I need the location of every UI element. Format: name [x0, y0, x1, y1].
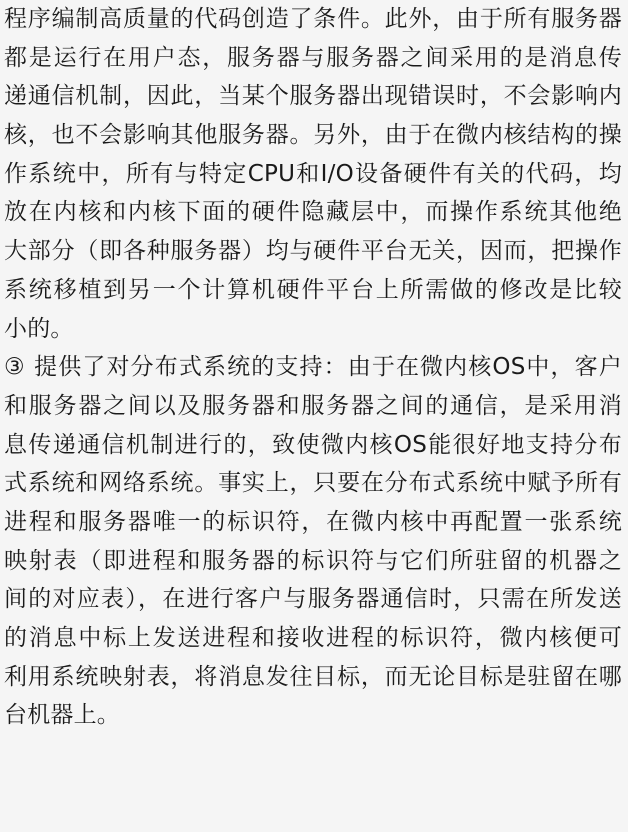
text-line-2: 都是运行在用户态，服务器与服务器之间采用的是消息传 — [4, 44, 622, 71]
text-line-5: 作系统中，所有与特定CPU和I/O设备硬件有关的代码，均 — [4, 160, 622, 187]
text-line-18: 利用系统映射表，将消息发往目标，而无论目标是驻留在哪 — [4, 663, 622, 690]
text-line-8: 系统移植到另一个计算机硬件平台上所需做的修改是比较 — [4, 276, 622, 303]
text-line-9: 小的。 — [4, 315, 74, 342]
text-line-3: 递通信机制，因此，当某个服务器出现错误时，不会影响内 — [4, 83, 622, 110]
text-line-17: 的消息中标上发送进程和接收进程的标识符，微内核便可 — [4, 625, 622, 651]
text-line-14: 进程和服务器唯一的标识符，在微内核中再配置一张系统 — [4, 508, 622, 535]
text-line-6: 放在内核和内核下面的硬件隐藏层中，而操作系统其他绝 — [4, 199, 622, 226]
text-line-15: 映射表（即进程和服务器的标识符与它们所驻留的机器之 — [4, 547, 622, 574]
text-line-19: 台机器上。 — [4, 702, 120, 729]
text-line-16: 间的对应表），在进行客户与服务器通信时，只需在所发送 — [4, 586, 622, 613]
text-line-13: 式系统和网络系统。事实上，只要在分布式系统中赋予所有 — [4, 470, 622, 497]
text-line-1: 程序编制高质量的代码创造了条件。此外，由于所有服务器 — [4, 6, 622, 32]
text-line-11: 和服务器之间以及服务器和服务器之间的通信，是采用消 — [4, 392, 622, 419]
text-line-12: 息传递通信机制进行的，致使微内核OS能很好地支持分布 — [4, 431, 622, 458]
text-line-4: 核，也不会影响其他服务器。另外，由于在微内核结构的操 — [4, 122, 622, 149]
text-line-7: 大部分（即各种服务器）均与硬件平台无关，因而，把操作 — [4, 238, 622, 265]
text-line-10: ③ 提供了对分布式系统的支持：由于在微内核OS中，客户 — [4, 354, 622, 381]
